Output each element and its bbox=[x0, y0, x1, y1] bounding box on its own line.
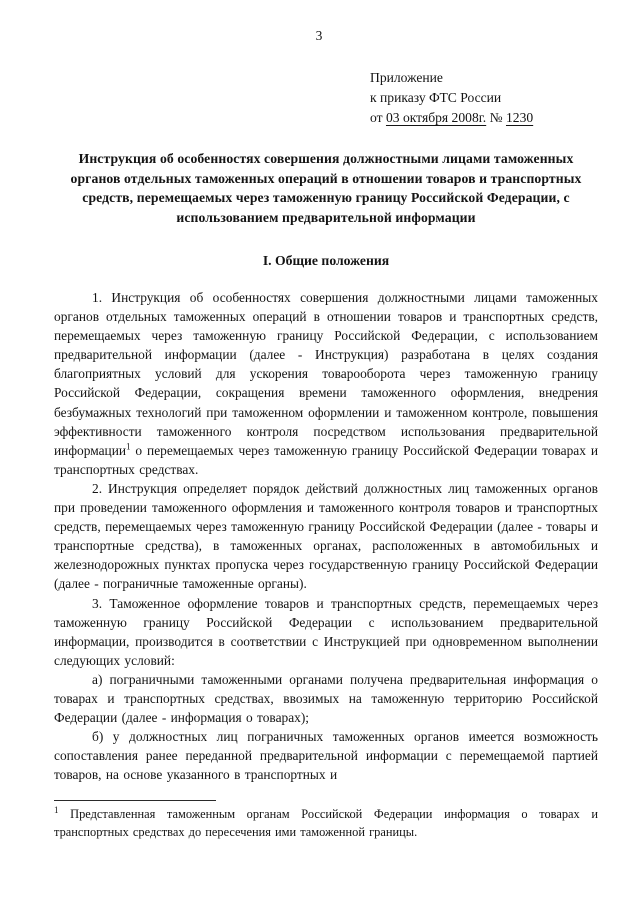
paragraph-1 bbox=[54, 288, 598, 479]
order-date-value: 03 октября 2008г. bbox=[385, 110, 487, 125]
footnote-reference-1: 1 bbox=[126, 441, 131, 452]
order-date-prefix: от bbox=[370, 110, 386, 125]
document-body bbox=[54, 288, 598, 784]
footnote-marker: 1 bbox=[54, 804, 59, 815]
annex-line-date bbox=[370, 108, 598, 128]
footnote-area bbox=[54, 800, 598, 841]
order-number-sign: № bbox=[486, 110, 506, 125]
footnote-body: Представленная таможенным органам Российской Федерации информация о товарах и транспортных средствах до пересечения ими таможенной границы. bbox=[54, 807, 598, 839]
footnote-text bbox=[54, 806, 598, 841]
paragraph-1-text-continued: о перемещаемых через таможенную границу Российской Федерации товарах и транспортных средствах. bbox=[54, 442, 598, 477]
section-heading-general-provisions: I. Общие положения bbox=[262, 253, 390, 268]
paragraph-2: 2. Инструкция определяет порядок действий должностных лиц таможенных органов при проведении таможенного оформления и таможенного контроля товаров и транспортных средств, перемещаемых через таможенную границу Российской Федерации (далее - товары и транспортные средства), в таможенных органах, расположенных в автомобильных и железнодорожных пунктах пропуска через государственную границу Российской Федерации (далее - пограничные таможенные органы). bbox=[54, 480, 598, 592]
paragraph-3-item-a: а) пограничными таможенными органами получена предварительная информация о товарах и транспортных средствах, ввозимых на таможенную территорию Российской Федерации (далее - информация о товарах); bbox=[54, 671, 598, 726]
annex-line-appendix: Приложение bbox=[370, 70, 443, 85]
annex-line-order: к приказу ФТС России bbox=[370, 90, 502, 105]
document-title: Инструкция об особенностях совершения должностными лицами таможенных органов отдельных таможенных операций в отношении товаров и транспортных средств, перемещаемых через таможенную границу Российской Федерации, с использованием предварительной информации bbox=[70, 151, 582, 225]
annex-block bbox=[370, 68, 598, 128]
page-number: 3 bbox=[315, 28, 323, 43]
paragraph-1-text: 1. Инструкция об особенностях совершения должностными лицами таможенных органов отдельных таможенных операций в отношении товаров и транспортных средств, перемещаемых через таможенную границу Российской Федерации, с использованием предварительной информации (далее - Инструкция) разработана в целях создания благоприятных условий для ускорения товарооборота через таможенную границу Российской Федерации, сокращения времени таможенного оформления, внедрения безбумажных технологий при таможенном оформлении и таможенном контроле, повышения эффективности таможенного контроля посредством использования предварительной информации bbox=[54, 290, 598, 458]
paragraph-3: 3. Таможенное оформление товаров и транспортных средств, перемещаемых через таможенную границу Российской Федерации с использованием предварительной информации, производится в соответствии с Инструкцией при одновременном выполнении следующих условий: bbox=[54, 595, 598, 668]
footnote-separator-line bbox=[54, 800, 216, 801]
paragraph-3-item-b: б) у должностных лиц пограничных таможенных органов имеется возможность сопоставления ранее переданной предварительной информации с перемещаемой партией товаров, на основе указанного в транспортных и bbox=[54, 729, 598, 783]
order-number-value: 1230 bbox=[505, 110, 534, 125]
